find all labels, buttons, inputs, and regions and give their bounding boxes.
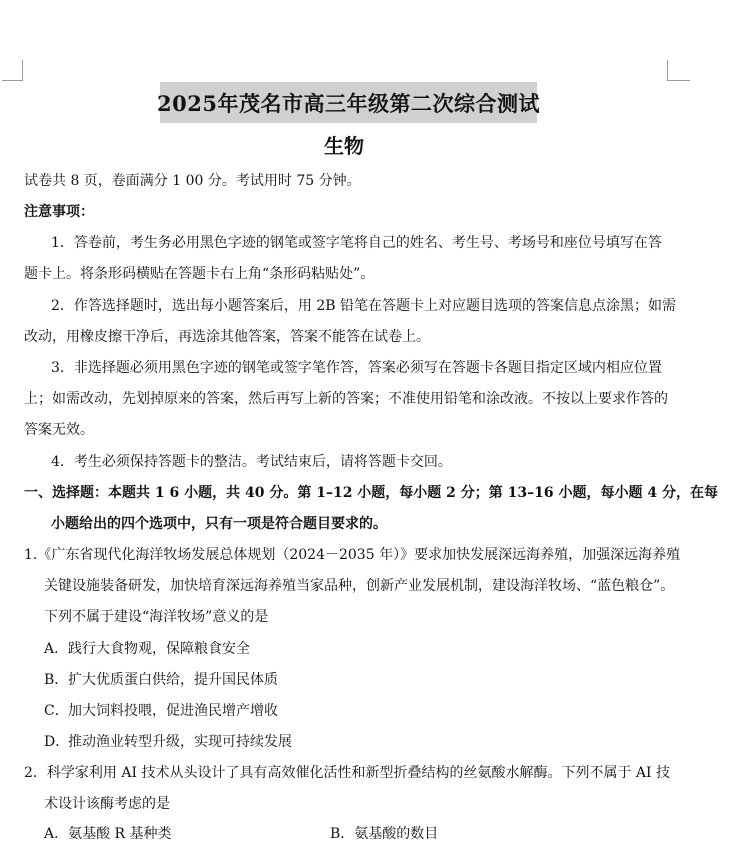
notice-line: 上；如需改动，先划掉原来的答案，然后再写上新的答案；不准使用铅笔和涂改液。不按以上要求作答的 [24, 391, 668, 407]
option-key: C． [44, 703, 69, 719]
question-2-stem: 2．科学家利用 AI 技术从头设计了具有高效催化活性和新型折叠结构的丝氨酸水解酶。下列不属于 AI 技 [24, 765, 670, 781]
exam-title: 2025年茂名市高三年级第二次综合测试 [157, 90, 540, 116]
notice-line: 题卡上。将条形码横贴在答题卡右上角“条形码粘贴处”。 [24, 266, 375, 282]
question-1-stem: 下列不属于建设“海洋牧场”意义的是 [44, 609, 269, 625]
question-1-option-c [44, 701, 278, 721]
question-1-option-b [44, 670, 278, 690]
notice-line: 3．非选择题必须用黑色字迹的钢笔或签字笔作答，答案必须写在答题卡各题目指定区域内相应位置 [51, 360, 662, 376]
question-2-option-b: B．氨基酸的数目 [330, 826, 439, 842]
notice-line: 4．考生必须保持答题卡的整洁。考试结束后，请将答题卡交回。 [51, 454, 452, 470]
crop-mark-top-left [2, 60, 23, 81]
option-text: 扩大优质蛋白供给，提升国民体质 [68, 672, 278, 688]
question-1-stem: 关键设施装备研发，加快培育深远海养殖当家品种，创新产业发展机制，建设海洋牧场、“蓝色粮仓”。 [44, 578, 675, 594]
section-heading: 一、选择题：本题共 1 6 小题，共 40 分。第 1–12 小题，每小题 2 分；第 13–16 小题，每小题 4 分，在每 [24, 485, 718, 501]
title-highlight [157, 82, 540, 123]
notice-line: 2．作答选择题时，选出每小题答案后，用 2B 铅笔在答题卡上对应题目选项的答案信息点涂黑；如需 [51, 298, 677, 314]
question-2-stem: 术设计该酶考虑的是 [44, 796, 170, 812]
intro-text: 试卷共 8 页，卷面满分 1 00 分。考试用时 75 分钟。 [24, 173, 361, 189]
subject-title: 生物 [324, 134, 364, 158]
option-text: 推动渔业转型升级，实现可持续发展 [68, 734, 292, 750]
option-text: 践行大食物观，保障粮食安全 [68, 641, 250, 657]
option-text: 加大饲料投喂，促进渔民增产增收 [68, 703, 278, 719]
question-1-option-d [44, 732, 292, 752]
question-2-option-a: A．氨基酸 R 基种类 [44, 826, 172, 842]
notice-line: 1．答卷前，考生务必用黑色字迹的钢笔或签字笔将自己的姓名、考生号、考场号和座位号填写在答 [51, 235, 662, 251]
option-key: B． [44, 672, 69, 688]
crop-mark-top-right [667, 60, 690, 81]
section-heading-cont: 小题给出的四个选项中，只有一项是符合题目要求的。 [51, 516, 387, 532]
option-key: A． [44, 641, 69, 657]
notice-line: 答案无效。 [24, 422, 94, 438]
notice-heading: 注意事项： [24, 204, 94, 220]
question-1-option-a [44, 639, 250, 659]
notice-line: 改动，用橡皮擦干净后，再选涂其他答案，答案不能答在试卷上。 [24, 329, 430, 345]
question-1-stem: 1.《广东省现代化海洋牧场发展总体规划（2024－2035 年）》要求加快发展深远海养殖，加强深远海养殖 [24, 547, 681, 563]
option-key: D． [44, 734, 70, 750]
